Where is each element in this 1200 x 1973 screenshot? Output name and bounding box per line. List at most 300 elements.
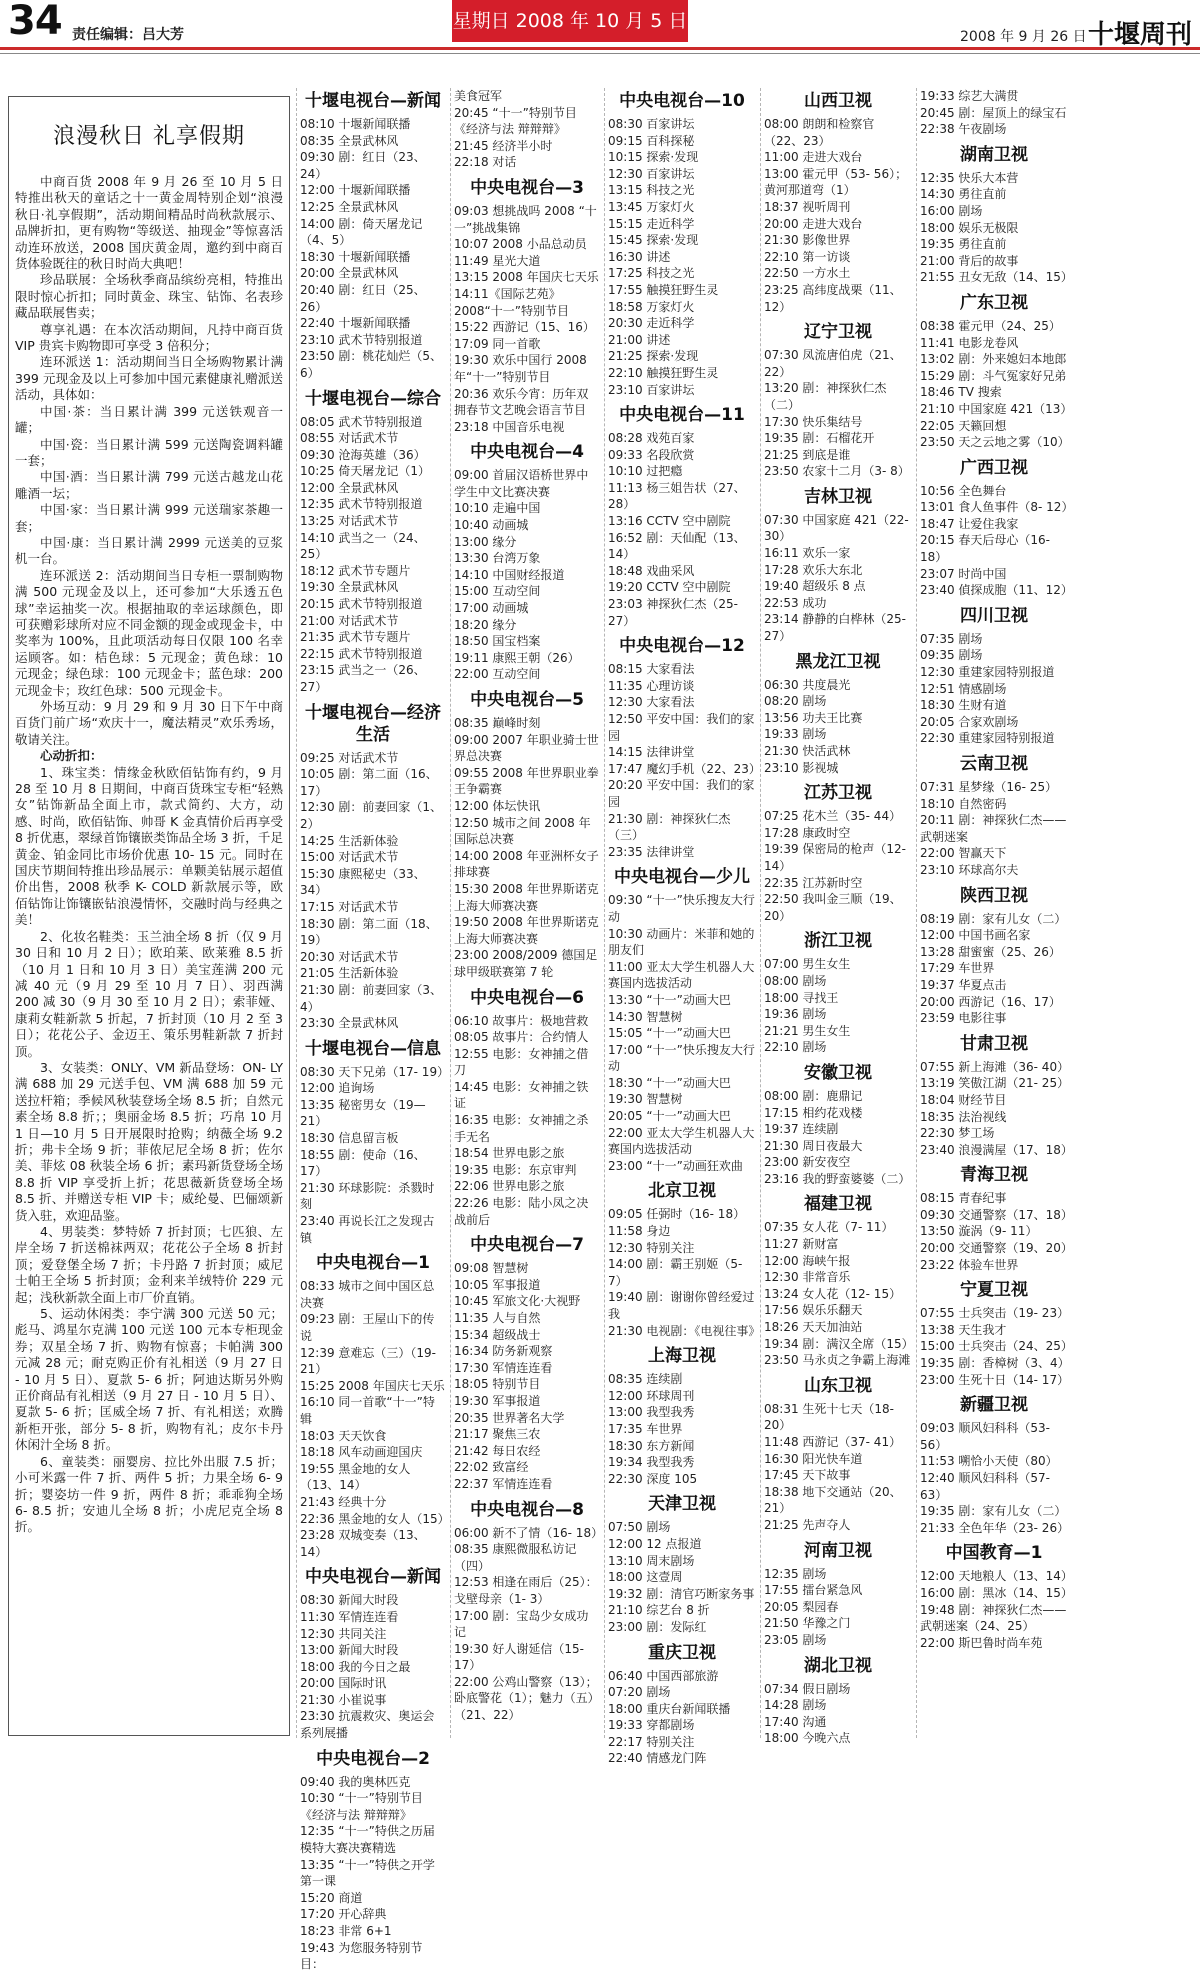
- program-entry: 18:12 武术节专题片: [300, 563, 411, 578]
- program-entry: 14:00 剧：倚天屠龙记（4、5）: [300, 216, 423, 248]
- column-divider: [760, 88, 761, 1738]
- program-entry: 21:00 讲述: [608, 332, 671, 347]
- program-entry: 13:15 2008 年国庆七天乐: [454, 270, 599, 285]
- date-banner: 星期日 2008 年 10 月 5 日: [452, 0, 688, 42]
- program-entry: 17:09 同一首歌: [454, 336, 541, 351]
- program-entry: 08:15 大家看法: [608, 662, 695, 677]
- program-entry: 12:35 剧场: [764, 1566, 827, 1581]
- program-entry: 19:43 为您服务特别节目：: [300, 1940, 423, 1972]
- program-entry: 19:36 剧场: [764, 1007, 827, 1022]
- program-entry: 21:00 对话武术节: [300, 613, 399, 628]
- newspaper-brand: 十堰周刊: [1088, 20, 1193, 50]
- program-list: [300, 116, 446, 382]
- channel-title: 安徽卫视: [804, 1062, 872, 1083]
- program-entry: 18:30 剧：第二面（18、19）: [300, 916, 438, 948]
- program-entry: 10:45 军旅文化·大视野: [454, 1294, 581, 1309]
- program-entry: 20:11 剧：神探狄仁杰——武朝迷案: [920, 813, 1067, 844]
- program-entry: 23:00 剧：发际红: [608, 1619, 707, 1634]
- channel-block: [300, 1252, 450, 1560]
- program-list: [920, 779, 1068, 879]
- program-entry: 23:28 双城变奏（13、14）: [300, 1528, 426, 1559]
- promo-paragraph: 中国·家：当日累计满 999 元送瑞家茶趣一套；: [15, 502, 283, 534]
- program-entry: 21:30 影像世界: [764, 233, 851, 248]
- program-list: [920, 911, 1068, 1027]
- program-entry: 12:00 12 点报道: [608, 1536, 702, 1551]
- promo-paragraph: 中国·瓷：当日累计满 599 元送陶瓷调料罐一套；: [15, 436, 283, 468]
- channel-title: 辽宁卫视: [804, 322, 872, 343]
- program-entry: 12:50 平安中国：我们的家园: [608, 712, 755, 743]
- promo-paragraph: 2、化妆名鞋类：玉兰油全场 8 折（仅 9 月 30 日和 10 月 2 日）；欧珀莱、欧莱雅 8.5 折（10 月 1 日和 10 月 3 日）美宝莲满 200 元减 40 元（9 月 29 至 10 月 7 日）、羽西满 200 减 30（9 月 30 至 10 月 2 日）；索菲娅、康莉女鞋新款 5 折起，7 折封顶（10 月 2 至 3 日）；花花公子、金迈王、策乐男鞋新款 7 折封顶。: [15, 928, 283, 1059]
- program-entry: 19:55 黑金地的女人（13、14）: [300, 1461, 411, 1493]
- program-entry: 美食冠军: [454, 89, 503, 103]
- program-entry: 22:00 公鸡山警察（13）；卧底警花（1）；魅力（五）（21、22）: [454, 1674, 600, 1723]
- channel-block: [920, 1033, 1073, 1159]
- program-entry: 13:16 CCTV 空中剧院: [608, 514, 731, 529]
- program-entry: 20:36 欢乐今宵：历年双拥春节文艺晚会语言节目: [454, 386, 589, 418]
- program-entry: 23:07 时尚中国: [920, 566, 1007, 581]
- program-entry: 19:35 剧：石榴花开: [764, 431, 875, 446]
- promo-paragraph: 中国·酒：当日累计满 799 元送古越龙山花雕酒一坛；: [15, 469, 283, 501]
- program-entry: 18:00 重庆台新闻联播: [608, 1701, 731, 1716]
- program-entry: 23:05 剧场: [764, 1632, 827, 1647]
- program-entry: 12:30 重建家园特别报道: [920, 665, 1055, 680]
- program-entry: 08:00 剧：鹿鼎记: [764, 1088, 863, 1103]
- program-entry: 19:40 剧：谢谢你曾经爱过我: [608, 1290, 755, 1321]
- program-entry: 22:35 江苏新时空: [764, 875, 863, 890]
- program-entry: 14:25 生活新体验: [300, 833, 399, 848]
- channel-block: [920, 88, 1068, 138]
- channel-block: [764, 782, 912, 924]
- program-entry: 13:35 “十一”特供之开学第一课: [300, 1857, 435, 1889]
- program-entry: 19:30 欢乐中国行 2008 年“十一”特别节目: [454, 353, 587, 384]
- program-entry: 07:50 剧场: [608, 1520, 671, 1535]
- channel-title: 江苏卫视: [804, 783, 872, 804]
- program-list: [764, 116, 912, 315]
- program-entry: 12:30 共同关注: [300, 1626, 387, 1641]
- channel-block: [920, 753, 1068, 879]
- channel-block: [920, 1279, 1073, 1388]
- program-entry: 12:00 海峡午报: [764, 1253, 851, 1268]
- program-entry: 15:22 西游记（15、16）: [454, 320, 595, 335]
- program-entry: 22:40 十堰新闻联播: [300, 316, 411, 331]
- program-entry: 07:35 剧场: [920, 631, 983, 646]
- promo-paragraph: 中国·茶：当日累计满 399 元送铁观音一罐；: [15, 403, 283, 436]
- program-entry: 15:30 康熙秘史（33、34）: [300, 866, 426, 898]
- program-entry: 22:26 电影：陆小凤之决战前后: [454, 1196, 589, 1227]
- program-entry: 23:35 法律讲堂: [608, 844, 695, 859]
- program-list: [920, 88, 1068, 138]
- program-entry: 08:05 武术节特别报道: [300, 414, 423, 429]
- program-entry: 12:30 特别关注: [608, 1240, 695, 1255]
- program-entry: 18:18 风车动画迎国庆: [300, 1445, 423, 1460]
- program-entry: 22:05 天籁回想: [920, 418, 1007, 433]
- channel-block: [608, 1345, 756, 1487]
- program-entry: 10:05 剧：第二面（16、17）: [300, 767, 438, 798]
- channel-block: [608, 866, 756, 1174]
- program-entry: 16:11 欢乐一家: [764, 546, 851, 561]
- program-entry: 14:11《国际艺苑》2008“十一”特别节目: [454, 286, 569, 318]
- program-entry: 10:30 动画片：米菲和她的朋友们: [608, 926, 755, 958]
- promo-paragraph: 中商百货 2008 年 9 月 26 至 10 月 5 日特推出秋天的童话之十一黄金周特别企划“浪漫秋日·礼享假期”，活动期间精品时尚秋款展示、品牌折扣，更有购物“等级送、抽现金”等惊喜活动连环放送，2008 国庆黄金周，邀约到中商百货体验既往的秋日时尚大典吧！: [15, 174, 283, 272]
- channel-block: [764, 321, 912, 480]
- program-entry: 10:07 2008 小品总动员: [454, 237, 587, 252]
- channel-title: 山西卫视: [804, 91, 872, 111]
- program-entry: 08:30 天下兄弟（17- 19）: [300, 1064, 450, 1079]
- program-entry: 21:05 生活新体验: [300, 966, 399, 981]
- program-entry: 22:00 智赢天下: [920, 846, 1007, 861]
- program-entry: 11:53 嗍恰小天使（80）: [920, 1454, 1058, 1469]
- program-entry: 19:48 剧：神探狄仁杰——武朝迷案（24、25）: [920, 1602, 1067, 1634]
- channel-block: [454, 689, 600, 981]
- program-list: [920, 170, 1073, 286]
- program-entry: 14:30 智慧树: [608, 1009, 683, 1024]
- program-entry: 18:00 我的今日之最: [300, 1659, 411, 1674]
- program-entry: 19:20 CCTV 空中剧院: [608, 580, 731, 595]
- program-entry: 12:55 电影：女神捕之借刀: [454, 1046, 589, 1078]
- program-entry: 15:00 对话武术节: [300, 850, 399, 865]
- program-entry: 21:10 综艺台 8 折: [608, 1603, 710, 1618]
- program-list: [764, 347, 912, 480]
- program-entry: 22:30 深度 105: [608, 1471, 698, 1486]
- program-entry: 21:25 探索·发现: [608, 349, 699, 364]
- program-entry: 08:19 剧：家有儿女（二）: [920, 911, 1067, 926]
- program-list: [764, 1088, 912, 1188]
- program-entry: 22:10 剧场: [764, 1040, 827, 1055]
- program-entry: 20:45 剧：屋顶上的绿宝石: [920, 105, 1067, 120]
- channel-block: [920, 885, 1068, 1027]
- program-entry: 12:39 意难忘（三）（19- 21）: [300, 1345, 436, 1377]
- program-entry: 10:15 探索·发现: [608, 150, 699, 165]
- program-entry: 18:47 让爱住我家: [920, 516, 1019, 531]
- program-list: [920, 631, 1068, 747]
- program-entry: 17:00 动画城: [454, 601, 529, 616]
- program-entry: 09:30 “十一”快乐搜友大行动: [608, 893, 755, 924]
- program-entry: 07:34 假日剧场: [764, 1681, 851, 1696]
- program-entry: 23:00 生死十日（14- 17）: [920, 1372, 1070, 1387]
- program-entry: 13:50 漩涡（9- 11）: [920, 1224, 1038, 1239]
- program-entry: 09:23 剧：王屋山下的传说: [300, 1312, 435, 1343]
- channel-block: [764, 1375, 912, 1534]
- channel-block: [920, 1542, 1073, 1651]
- program-entry: 23:14 静静的白桦林（25- 27）: [764, 612, 906, 644]
- program-entry: 22:36 黑金地的女人（15）: [300, 1511, 450, 1526]
- program-entry: 21:21 男生女生: [764, 1023, 851, 1038]
- program-entry: 16:00 剧：黑冰（14、15）: [920, 1585, 1073, 1600]
- program-entry: 13:02 剧：外来媳妇本地郎: [920, 352, 1067, 367]
- program-entry: 13:01 食人鱼事件（8- 12）: [920, 500, 1074, 515]
- program-entry: 12:40 顺风妇科科（57- 63）: [920, 1471, 1050, 1502]
- program-list: [454, 1013, 600, 1229]
- program-entry: 23:50 天之云地之雾（10）: [920, 435, 1070, 450]
- program-entry: 19:39 保密局的枪声（12- 14）: [764, 842, 906, 873]
- program-entry: 08:30 百家讲坛: [608, 117, 695, 131]
- program-entry: 08:33 城市之间中国区总决赛: [300, 1279, 435, 1310]
- program-list: [300, 414, 446, 696]
- header-rule-thin: [0, 53, 1200, 54]
- program-entry: 21:30 周日夜最大: [764, 1138, 863, 1153]
- channel-title: 中央电视台—2: [316, 1748, 430, 1769]
- channel-title: 黑龙江卫视: [795, 651, 881, 672]
- program-entry: 19:37 华夏点击: [920, 977, 1007, 992]
- program-entry: 07:55 新上海滩（36- 40）: [920, 1059, 1070, 1074]
- promo-body: [15, 174, 283, 1536]
- channel-block: [764, 90, 912, 315]
- tv-listing-column-2: [454, 88, 604, 1738]
- program-entry: 07:30 凤流唐伯虎（21、22）: [764, 348, 902, 379]
- program-entry: 12:30 非常音乐: [764, 1270, 851, 1285]
- program-entry: 23:16 我的野蛮婆婆（二）: [764, 1171, 911, 1186]
- program-entry: 12:51 情感剧场: [920, 681, 1007, 696]
- program-entry: 20:05 合家欢剧场: [920, 714, 1019, 729]
- channel-title: 中央电视台—5: [470, 690, 584, 710]
- program-entry: 22:40 情感龙门阵: [608, 1751, 707, 1766]
- program-entry: 09:35 剧场: [920, 648, 983, 663]
- program-entry: 20:00 西游记（16、17）: [920, 994, 1061, 1009]
- program-entry: 16:10 同一首歌“十一”特辑: [300, 1395, 435, 1426]
- column-divider: [450, 88, 451, 1738]
- program-entry: 20:35 世界著名大学: [454, 1410, 565, 1425]
- program-entry: 18:58 万家灯火: [608, 299, 695, 314]
- program-entry: 22:18 对话: [454, 155, 517, 170]
- program-entry: 08:30 新闻大时段: [300, 1593, 399, 1608]
- program-entry: 17:40 沟通: [764, 1714, 827, 1729]
- program-list: [300, 1774, 446, 1973]
- program-entry: 23:30 抗震救灾、奥运会系列展播: [300, 1709, 435, 1741]
- program-entry: 22:50 一方水土: [764, 266, 851, 281]
- program-entry: 12:00 追询场: [300, 1081, 375, 1096]
- program-entry: 20:20 平安中国：我们的家园: [608, 778, 755, 809]
- program-entry: 21:30 电视剧：《电视往事》: [608, 1323, 761, 1338]
- program-entry: 20:45 “十一”特别节目《经济与法 辩辩辩》: [454, 105, 577, 137]
- program-entry: 13:24 女人花（12- 15）: [764, 1286, 902, 1301]
- program-list: [608, 661, 761, 860]
- program-entry: 13:10 周末剧场: [608, 1553, 695, 1568]
- program-entry: 16:35 电影：女神捕之杀手无名: [454, 1113, 589, 1144]
- channel-title: 十堰电视台—经济生活: [305, 702, 441, 745]
- program-entry: 12:00 天地粮人（13、14）: [920, 1569, 1073, 1584]
- channel-title: 宁夏卫视: [960, 1280, 1028, 1301]
- program-entry: 19:35 勇往直前: [920, 237, 1007, 252]
- program-entry: 17:55 触摸狂野生灵: [608, 282, 719, 297]
- promo-paragraph: 尊享礼遇：在本次活动期间，凡持中商百货 VIP 贵宾卡购物即可享受 3 倍积分；: [15, 321, 283, 354]
- program-entry: 12:25 全景武林风: [300, 199, 399, 214]
- program-list: [454, 467, 600, 683]
- program-entry: 09:25 对话武术节: [300, 750, 399, 765]
- program-entry: 17:15 对话武术节: [300, 899, 399, 914]
- channel-block: [300, 90, 446, 382]
- program-entry: 23:22 体验车世界: [920, 1257, 1019, 1272]
- program-list: [920, 1190, 1073, 1273]
- program-entry: 14:15 法律讲堂: [608, 745, 695, 760]
- program-entry: 16:30 讲述: [608, 249, 671, 264]
- promo-paragraph: 连环派送 2：活动期间当日专柜一票制购物满 500 元现金及以上，还可参加“大乐透五色球”幸运抽奖一次。根据抽取的幸运球颜色，即可获赠彩球所对应不同金额的现金或现金卡，中奖率为 100%，且此项活动每日仅限 100 名幸运顾客。如：桔色球：5 元现金；黄色球：10 元现金；绿色球：100 元现金卡；蓝色球：200 元现金卡；玫红色球：500 元现金卡。: [15, 567, 283, 698]
- program-entry: 20:00 全景武林风: [300, 266, 399, 281]
- channel-block: [454, 441, 600, 683]
- program-entry: 15:34 超级战士: [454, 1327, 541, 1342]
- program-entry: 09:00 首届汉语桥世界中学生中文比赛决赛: [454, 468, 589, 499]
- program-entry: 21:35 武术节专题片: [300, 630, 411, 645]
- program-entry: 17:00 “十一”快乐搜友大行动: [608, 1042, 755, 1074]
- program-entry: 17:45 天下故事: [764, 1468, 851, 1483]
- program-entry: 07:31 星梦缘（16- 25）: [920, 780, 1058, 794]
- program-entry: 19:33 穿都剧场: [608, 1718, 695, 1733]
- program-entry: 13:30 台湾万象: [454, 551, 541, 566]
- program-entry: 23:25 高纬度战栗（11、12）: [764, 282, 902, 314]
- program-entry: 14:45 电影：女神捕之铁证: [454, 1079, 589, 1111]
- program-entry: 21:55 丑女无敌（14、15）: [920, 270, 1073, 285]
- program-list: [454, 1525, 604, 1724]
- program-entry: 13:00 霍元甲（53- 56）；黄河那道弯（1）: [764, 166, 908, 198]
- program-entry: 12:00 十堰新闻联播: [300, 183, 411, 198]
- program-entry: 08:35 连续剧: [608, 1372, 683, 1387]
- program-entry: 11:58 身边: [608, 1224, 671, 1239]
- channel-block: [300, 702, 446, 1032]
- channel-title: 重庆卫视: [648, 1642, 716, 1663]
- program-entry: 11:27 新财富: [764, 1237, 839, 1252]
- program-entry: 17:56 娱乐乐翻天: [764, 1303, 863, 1318]
- program-list: [608, 430, 756, 629]
- program-entry: 14:10 武当之一（24、25）: [300, 530, 426, 562]
- program-entry: 19:11 康熙王朝（26）: [454, 650, 580, 665]
- promo-paragraph: 心动折扣：: [40, 748, 103, 764]
- program-entry: 19:33 综艺大满贯: [920, 89, 1019, 103]
- promo-paragraph: 5、运动休闲类：李宁满 300 元送 50 元；彪马、鸿星尔克满 100 元送 100 元本专柜现金券；双星全场 7 折、购物有惊喜；卡帕满 300 元减 28 元；耐克购正价有礼相送（9 月 27 日 - 10 月 5 日）、夏款 5- 6 折；阿迪达斯另外购正价商品有礼相送（9 月 27 日 - 10 月 5 日）、夏款 5- 6 折；匡威全场 7 折、有礼相送；欢腾新柜开张，部分 5- 8 折，购物有礼；皮尔卡丹休闲汁全场 8 折。: [15, 1306, 283, 1453]
- program-entry: 19:35 电影：东京审判: [454, 1162, 577, 1177]
- channel-block: [920, 292, 1073, 451]
- program-entry: 09:40 我的奥林匹克: [300, 1774, 411, 1789]
- program-entry: 18:05 特别节目: [454, 1377, 541, 1392]
- program-entry: 21:25 到底是谁: [764, 447, 851, 462]
- program-entry: 11:49 星光大道: [454, 253, 541, 268]
- program-entry: 10:10 过把瘾: [608, 464, 683, 479]
- channel-title: 青海卫视: [960, 1165, 1028, 1186]
- program-entry: 23:10 环球高尔夫: [920, 862, 1019, 877]
- program-list: [764, 1681, 912, 1747]
- channel-title: 甘肃卫视: [960, 1033, 1028, 1054]
- channel-block: [920, 144, 1073, 286]
- program-entry: 22:53 成功: [764, 595, 827, 610]
- column-divider: [916, 88, 917, 1738]
- program-entry: 23:59 电影往事: [920, 1011, 1007, 1026]
- program-entry: 12:35 快乐大本营: [920, 170, 1019, 185]
- channel-title: 浙江卫视: [804, 931, 872, 952]
- program-entry: 18:30 信息留言板: [300, 1131, 399, 1146]
- program-entry: 20:00 交通警察（19、20）: [920, 1241, 1073, 1256]
- program-entry: 13:00 我型我秀: [608, 1405, 695, 1420]
- program-entry: 21:17 聚焦三农: [454, 1427, 541, 1442]
- program-entry: 17:15 相约花戏楼: [764, 1105, 863, 1120]
- program-list: [920, 1305, 1073, 1388]
- header-rule: [0, 47, 1200, 50]
- program-list: [608, 116, 756, 398]
- program-entry: 19:30 智慧树: [608, 1092, 683, 1107]
- program-entry: 18:20 缘分: [454, 617, 517, 632]
- program-entry: 22:00 互动空间: [454, 667, 541, 682]
- program-entry: 20:15 武术节特别报道: [300, 597, 423, 612]
- program-entry: 13:38 天生我才: [920, 1322, 1007, 1337]
- program-entry: 19:30 好人谢延信（15- 17）: [454, 1641, 584, 1673]
- channel-title: 广东卫视: [960, 292, 1028, 313]
- channel-title: 天津卫视: [648, 1494, 716, 1515]
- program-entry: 12:35 “十一”特供之历届模特大赛决赛精选: [300, 1824, 435, 1856]
- program-entry: 19:50 2008 年世界斯诺克上海大师赛决赛: [454, 915, 599, 946]
- program-list: [920, 1059, 1073, 1159]
- program-entry: 13:00 新闻大时段: [300, 1643, 399, 1658]
- channel-title: 山东卫视: [804, 1375, 872, 1396]
- program-list: [920, 483, 1074, 599]
- program-entry: 08:05 故事片：合约情人: [454, 1030, 589, 1045]
- program-entry: 13:25 对话武术节: [300, 514, 399, 529]
- program-entry: 21:30 快活武林: [764, 744, 851, 758]
- program-entry: 13:56 功夫王比赛: [764, 710, 863, 725]
- program-entry: 12:00 中国书画名家: [920, 928, 1031, 943]
- program-entry: 11:00 走进大戏台: [764, 150, 863, 165]
- program-entry: 17:35 车世界: [608, 1421, 683, 1436]
- program-entry: 10:25 倚天屠龙记（1）: [300, 464, 431, 479]
- program-entry: 22:10 触摸狂野生灵: [608, 365, 719, 380]
- program-entry: 19:40 超级乐 8 点: [764, 579, 866, 594]
- program-list: [764, 1219, 912, 1368]
- column-divider: [604, 88, 605, 1738]
- program-entry: 14:10 中国财经报道: [454, 567, 565, 582]
- program-entry: 12:00 环球周刊: [608, 1388, 695, 1403]
- program-entry: 09:30 沧海英雄（36）: [300, 447, 426, 462]
- program-entry: 13:19 笑傲江湖（21- 25）: [920, 1076, 1070, 1091]
- program-entry: 19:34 我型我秀: [608, 1455, 695, 1470]
- program-entry: 07:30 中国家庭 421（22- 30）: [764, 512, 909, 544]
- program-list: [454, 88, 600, 171]
- channel-block: [454, 1499, 604, 1724]
- program-entry: 13:45 万家灯火: [608, 199, 695, 214]
- channel-title: 中央电视台—3: [470, 177, 584, 198]
- program-entry: 09:30 剧：红日（23、24）: [300, 150, 426, 181]
- channel-block: [920, 1394, 1068, 1536]
- program-entry: 12:30 百家讲坛: [608, 166, 695, 181]
- editor-credit: 责任编辑：吕大芳: [72, 27, 184, 43]
- program-entry: 07:00 男生女生: [764, 957, 851, 972]
- program-entry: 12:30 大家看法: [608, 695, 695, 710]
- program-entry: 17:47 魔幻手机（22、23）: [608, 761, 761, 776]
- program-entry: 22:10 第一访谈: [764, 249, 851, 264]
- channel-title: 中央电视台—12: [619, 636, 745, 657]
- channel-title: 中央电视台—6: [470, 987, 584, 1008]
- program-entry: 15:45 探索·发现: [608, 233, 699, 248]
- program-entry: 23:40 再说长江之发现古镇: [300, 1214, 435, 1245]
- program-list: [764, 1566, 912, 1649]
- program-entry: 18:48 戏曲采风: [608, 563, 695, 578]
- program-entry: 14:30 勇往直前: [920, 187, 1007, 202]
- program-entry: 18:04 财经节目: [920, 1092, 1007, 1107]
- program-entry: 15:05 “十一”动画大巴: [608, 1026, 731, 1041]
- program-entry: 11:41 电影龙卷风: [920, 335, 1019, 350]
- program-entry: 18:23 非常 6+1: [300, 1924, 392, 1938]
- program-list: [300, 1064, 450, 1247]
- channel-block: [764, 486, 912, 645]
- channel-title: 中央电视台—新闻: [305, 1567, 441, 1588]
- program-entry: 19:35 剧：香樟树（3、4）: [920, 1356, 1070, 1371]
- program-entry: 22:06 世界电影之旅: [454, 1179, 565, 1194]
- program-entry: 18:30 十堰新闻联播: [300, 249, 411, 264]
- program-entry: 10:05 军事报道: [454, 1277, 541, 1292]
- program-entry: 21:42 每日农经: [454, 1443, 541, 1458]
- promo-paragraph: 1、珠宝类：情缘金秋欧佰钻饰有约，9 月 28 至 10 月 8 日期间，中商百货珠宝专柜“轻熟女”钻饰新品全面上市，款式简约、大方，动感、时尚，欧佰钻饰、帅哥 K 金真情价后再享受 8 折优惠，翠绿首饰镶嵌类饰品全场 3 折，千足黄金、铂金同比市场价优惠 10- 15 元。同时在国庆节期间特推出珍品展示：单颗美钻展示超值价出售，2008 秋季 K- COLD 新款展示等，欧佰钻饰让饰镶嵌钻浪漫情怀，交融时尚与经典之美！: [15, 764, 283, 928]
- program-entry: 07:25 花木兰（35- 44）: [764, 809, 902, 824]
- program-entry: 18:54 世界电影之旅: [454, 1146, 565, 1161]
- program-entry: 22:37 军情连连看: [454, 1476, 553, 1491]
- program-entry: 19:32 剧：清官巧断家务事: [608, 1586, 755, 1601]
- channel-title: 中国教育—1: [945, 1543, 1043, 1564]
- program-entry: 12:00 体坛快讯: [454, 798, 541, 813]
